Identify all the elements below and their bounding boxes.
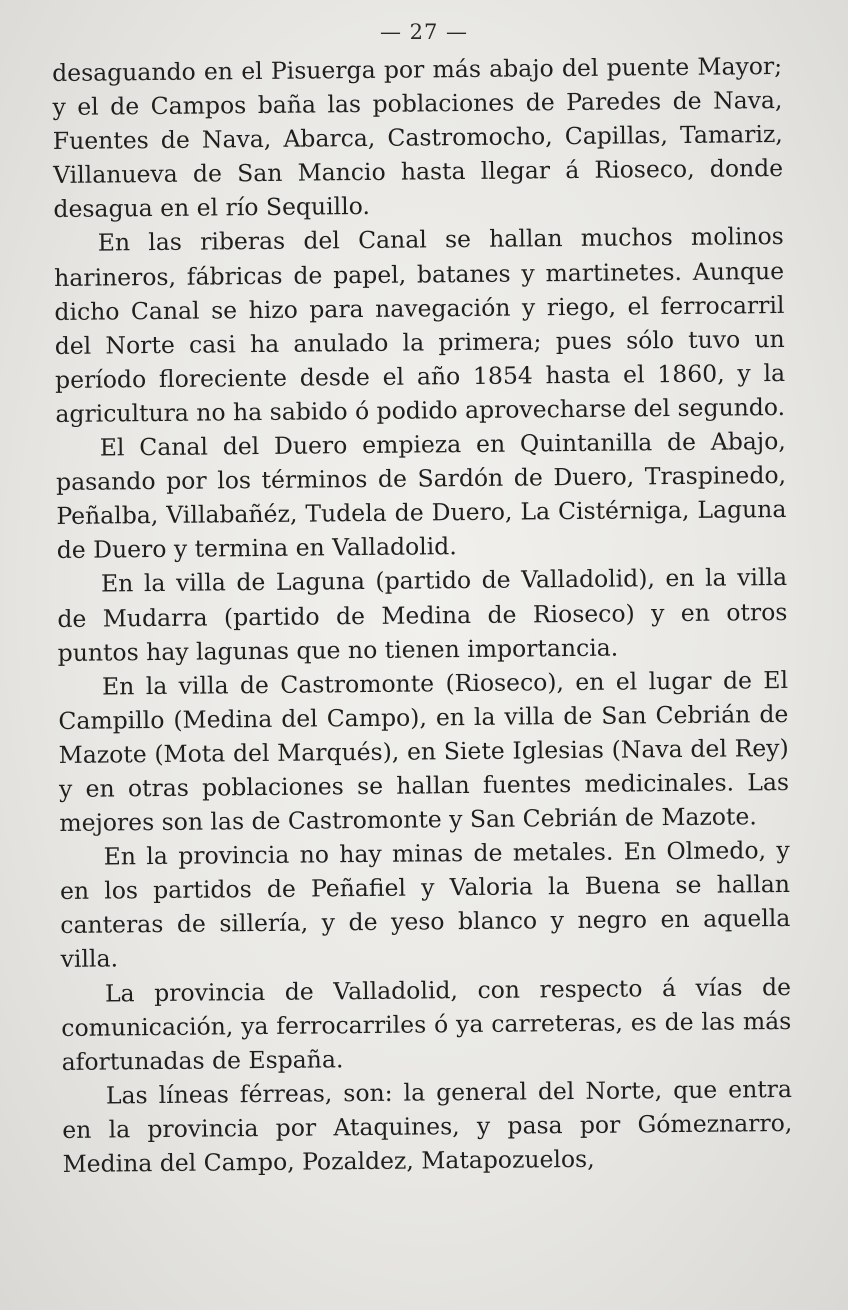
paragraph-8: Las líneas férreas, son: la general del Norte, que entra en la provincia por Ataquines, y pasa por Gómeznarro, Medina del Campo, Pozaldez, Matapozuelos, — [62, 1074, 793, 1178]
body-text — [52, 49, 793, 1181]
page-number: — 27 — — [379, 20, 469, 44]
paragraph-5: En la villa de Castromonte (Rioseco), en el lugar de El Campillo (Medina del Campo), en la villa de San Cebrián de Mazote (Mota del Marqués), en Siete Iglesias (Nava del Rey) y en otras poblaciones se hallan fuentes medicinales. Las mejores son las de Castromonte y San Cebrián de Mazote. — [58, 665, 790, 838]
paragraph-3: El Canal del Duero empieza en Quintanilla de Abajo, pasando por los términos de Sardón de Duero, Traspinedo, Peñalba, Villabañéz, Tudela de Duero, La Cistérniga, Laguna de Duero y termina en Valladolid. — [55, 427, 787, 565]
paragraph-1: desaguando en el Pisuerga por más abajo del puente Mayor; y el de Campos baña las poblaciones de Paredes de Nava, Fuentes de Nava, Abarca, Castromocho, Capillas, Tamariz, Villanueva de San Mancio hasta llegar á Rioseco, donde desagua en el río Sequillo. — [52, 51, 784, 224]
paragraph-4: En la villa de Laguna (partido de Valladolid), en la villa de Mudarra (partido de Medina de Rioseco) y en otros puntos hay lagunas que no tienen importancia. — [57, 563, 788, 667]
paragraph-6: En la provincia no hay minas de metales. En Olmedo, y en los partidos de Peñafiel y Valoria la Buena se hallan canteras de sillería, y de yeso blanco y negro en aquella villa. — [59, 836, 791, 974]
paragraph-2: En las riberas del Canal se hallan muchos molinos harineros, fábricas de papel, batanes y martinetes. Aunque dicho Canal se hizo para navegación y riego, el ferrocarril del Norte casi ha anulado la primera; pues sólo tuvo un período floreciente desde el año 1854 hasta el 1860, y la agricultura no ha sabido ó podido aprovecharse del segundo. — [53, 222, 786, 428]
paragraph-7: La provincia de Valladolid, con respecto á vías de comunicación, ya ferrocarriles ó ya carreteras, es de las más afortunadas de España. — [61, 972, 792, 1076]
